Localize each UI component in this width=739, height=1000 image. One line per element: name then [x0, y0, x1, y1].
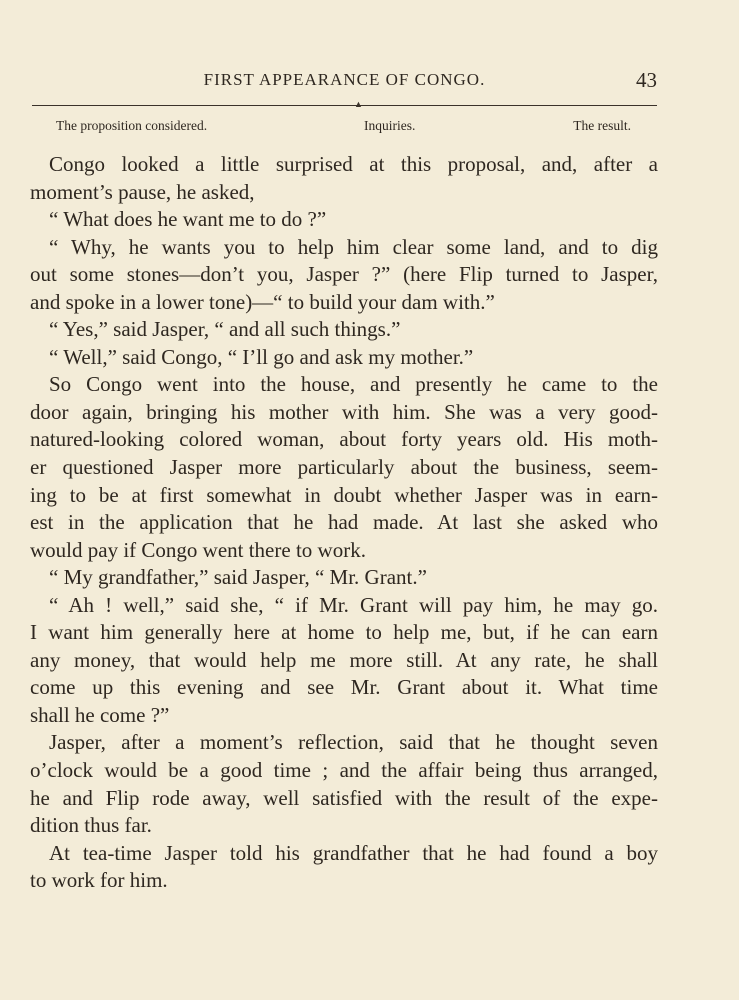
text-line: “ My grandfather,” said Jasper, “ Mr. Grant.” — [49, 565, 427, 590]
text-line: “ What does he want me to do ?” — [49, 207, 327, 232]
text-line: At tea-time Jasper told his grandfather that he had found a boy — [49, 840, 658, 865]
header-rule — [32, 105, 657, 106]
text-line: out some stones—don’t you, Jasper ?” (here Flip turned to Jasper, — [30, 262, 658, 287]
body-text — [30, 151, 658, 895]
section-subheads — [56, 118, 631, 136]
text-line: shall he come ?” — [30, 702, 170, 727]
text-line: Congo looked a little surprised at this proposal, and, after a — [49, 152, 658, 176]
text-line: moment’s pause, he asked, — [30, 179, 255, 204]
text-line: “ Well,” said Congo, “ I’ll go and ask my mother.” — [49, 344, 474, 369]
subhead-proposition: The proposition considered. — [56, 118, 208, 133]
text-line: So Congo went into the house, and presently he came to the — [49, 372, 658, 397]
text-line: “ Why, he wants you to help him clear some land, and to dig — [49, 234, 658, 259]
running-title: FIRST APPEARANCE OF CONGO. — [203, 70, 486, 89]
text-line: to work for him. — [30, 868, 168, 893]
text-line: Jasper, after a moment’s reflection, said that he thought seven — [49, 730, 658, 755]
text-line: ing to be at first somewhat in doubt whether Jasper was in earn- — [30, 482, 658, 507]
rule-ornament-icon: ▲ — [354, 99, 363, 109]
text-line: would pay if Congo went there to work. — [30, 537, 366, 562]
text-line: “ Yes,” said Jasper, “ and all such things.” — [49, 317, 401, 342]
text-line: any money, that would help me more still. At any rate, he shall — [30, 647, 658, 672]
text-line: dition thus far. — [30, 813, 152, 838]
text-line: o’clock would be a good time ; and the affair being thus arranged, — [30, 758, 658, 783]
text-line: come up this evening and see Mr. Grant about it. What time — [30, 675, 658, 700]
text-line: natured-looking colored woman, about forty years old. His moth- — [30, 427, 658, 452]
subhead-inquiries: Inquiries. — [364, 118, 416, 133]
page-number: 43 — [636, 68, 657, 92]
text-line: er questioned Jasper more particularly about the business, seem- — [30, 455, 658, 480]
text-line: and spoke in a lower tone)—“ to build your dam with.” — [30, 289, 495, 314]
running-head — [32, 70, 657, 96]
text-line: “ Ah ! well,” said she, “ if Mr. Grant will pay him, he may go. — [49, 592, 658, 617]
subhead-result: The result. — [573, 118, 631, 133]
text-line: est in the application that he had made. At last she asked who — [30, 510, 658, 535]
text-line: he and Flip rode away, well satisfied with the result of the expe- — [30, 785, 658, 810]
text-line: I want him generally here at home to help me, but, if he can earn — [30, 620, 658, 645]
text-line: door again, bringing his mother with him. She was a very good- — [30, 399, 658, 424]
